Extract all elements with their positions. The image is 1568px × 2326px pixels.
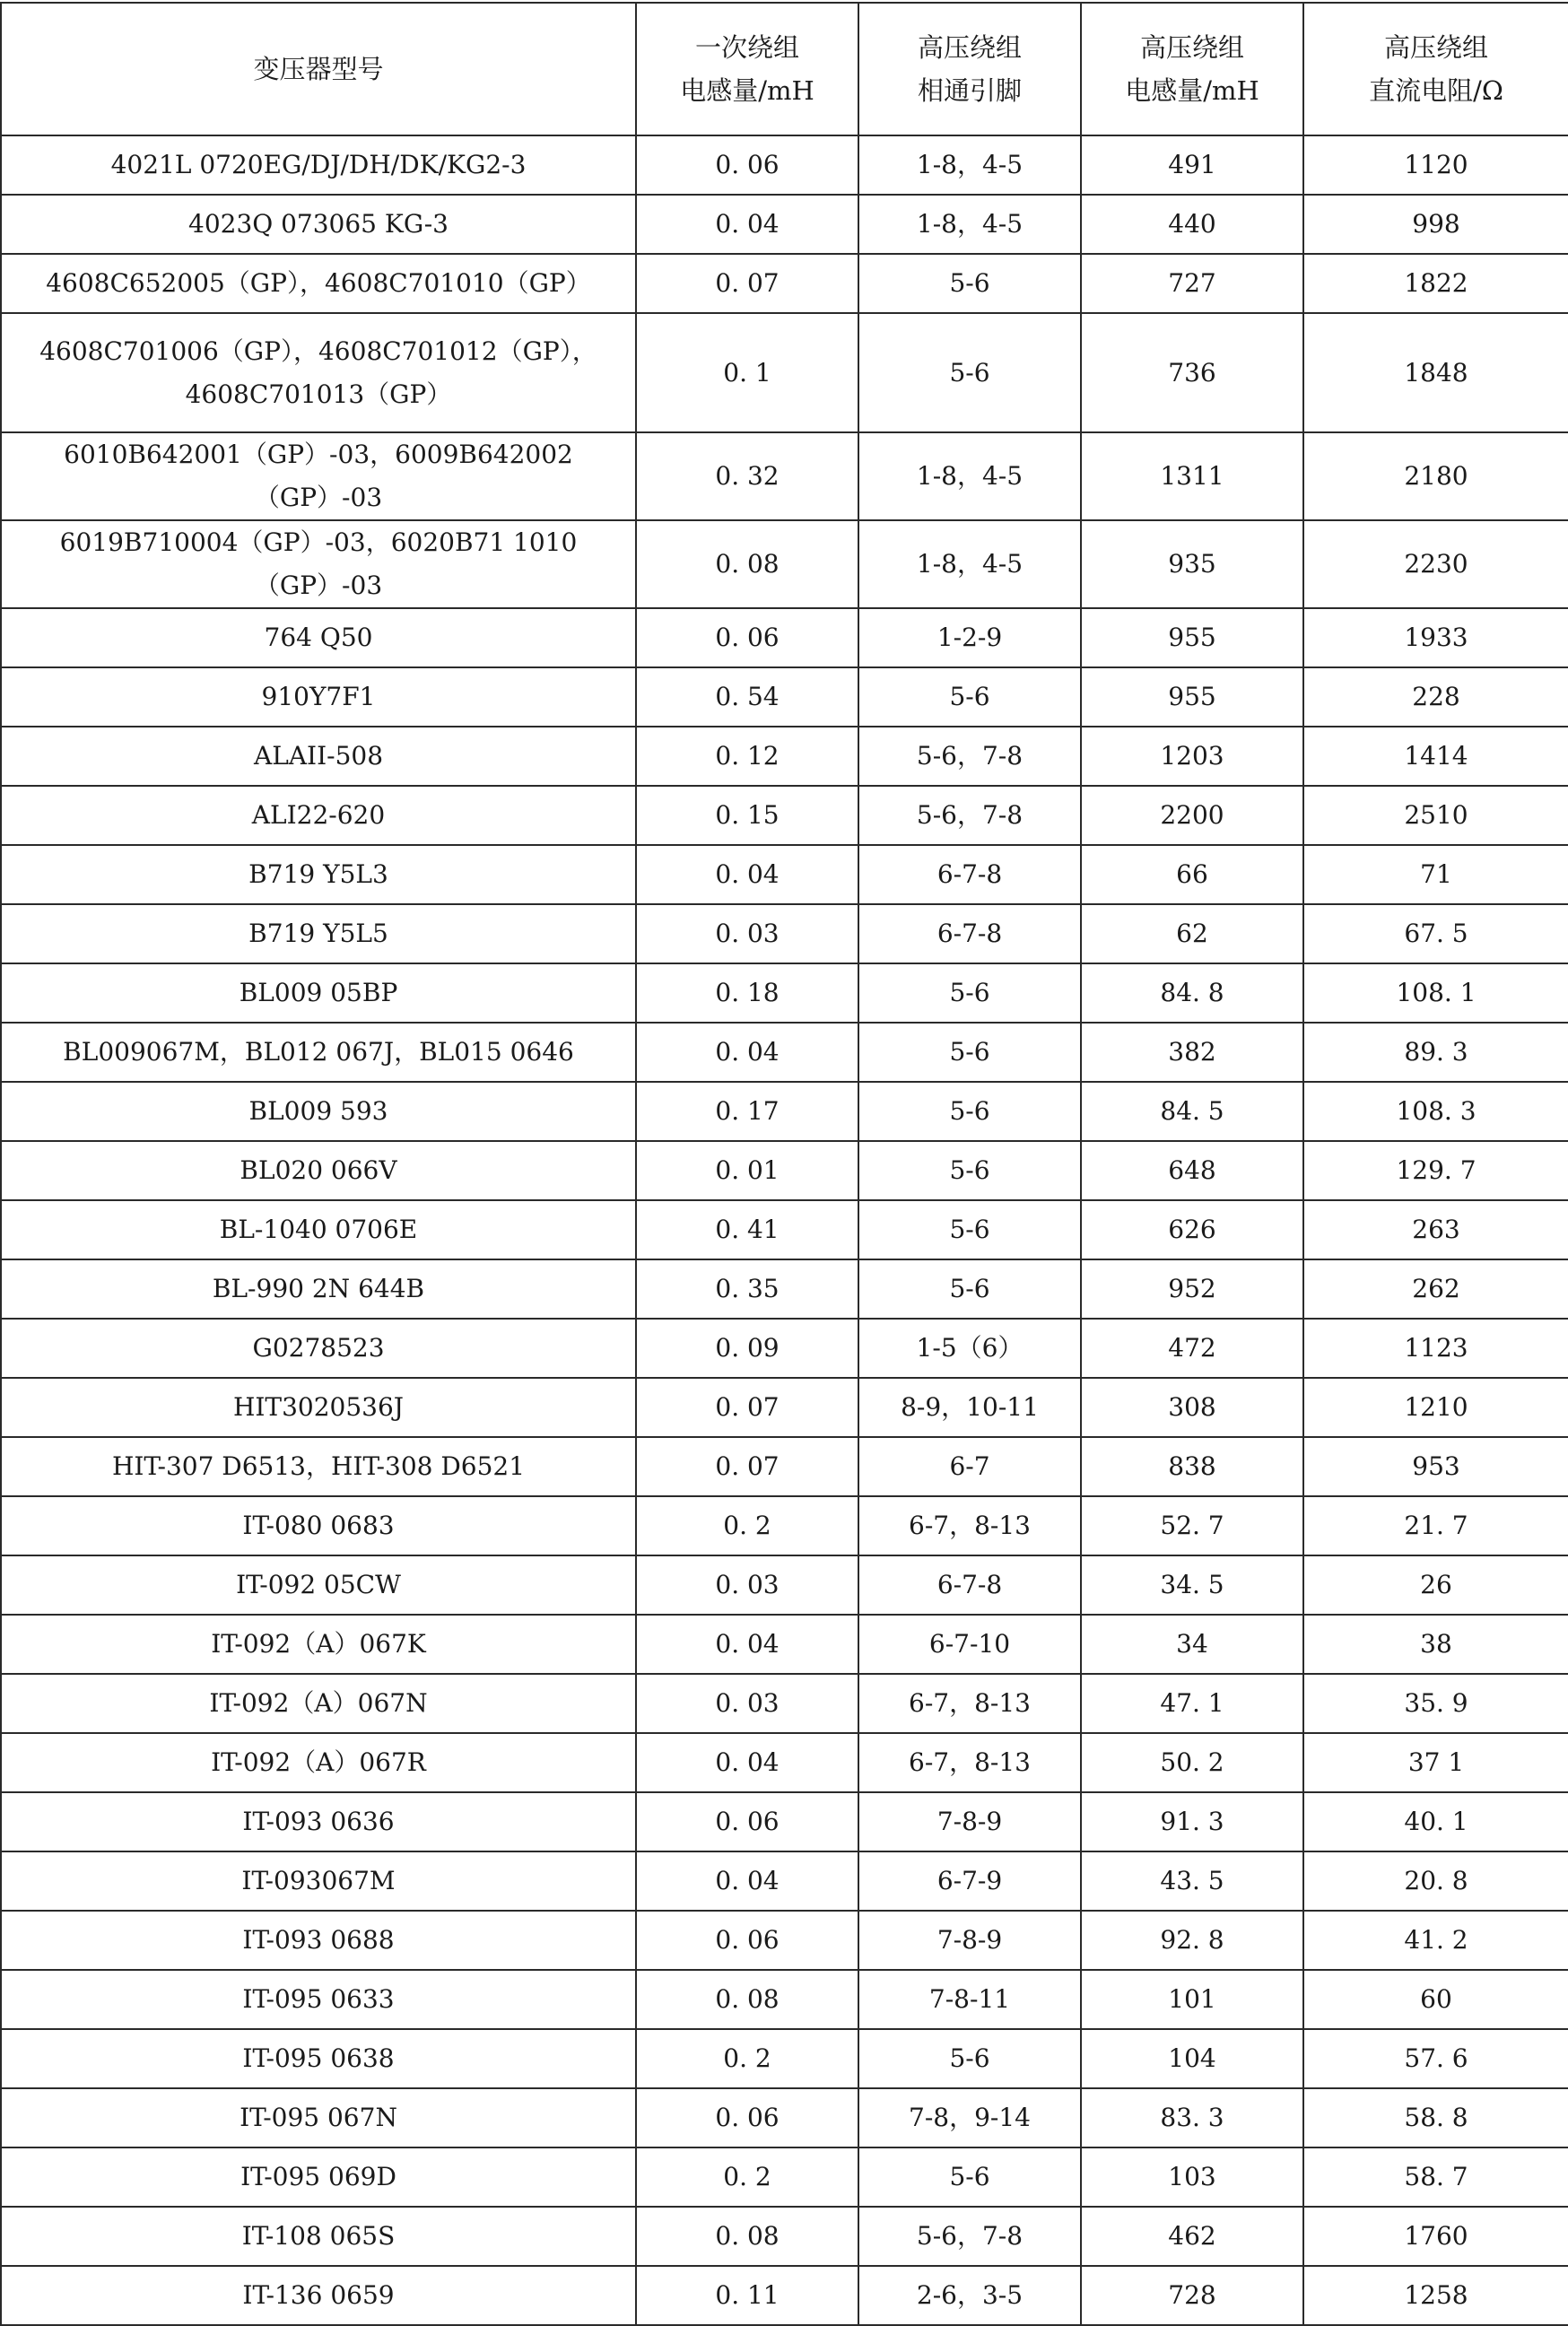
table-row <box>1 1319 1568 1378</box>
cell-model <box>1 1082 636 1141</box>
cell-hv-resistance: 21. 7 <box>1303 1496 1568 1555</box>
cell-model <box>1 1970 636 2029</box>
cell-hv-resistance: 38 <box>1303 1615 1568 1674</box>
cell-hv-resistance: 2510 <box>1303 786 1568 845</box>
cell-hv-pins: 5-6 <box>858 2147 1081 2207</box>
cell-hv-inductance: 104 <box>1081 2029 1303 2088</box>
cell-primary-inductance: 0. 12 <box>636 727 858 786</box>
cell-model <box>1 608 636 667</box>
cell-hv-resistance: 953 <box>1303 1437 1568 1496</box>
cell-hv-pins: 1-8，4-5 <box>858 432 1081 520</box>
model-line: IT-095 067N <box>240 2103 397 2132</box>
cell-hv-pins: 6-7-8 <box>858 845 1081 904</box>
model-line: 4608C701013（GP） <box>185 379 452 409</box>
cell-hv-pins: 5-6 <box>858 254 1081 313</box>
cell-hv-inductance: 1203 <box>1081 727 1303 786</box>
cell-hv-resistance: 1258 <box>1303 2266 1568 2325</box>
cell-hv-inductance: 52. 7 <box>1081 1496 1303 1555</box>
cell-hv-inductance: 440 <box>1081 195 1303 254</box>
cell-primary-inductance: 0. 54 <box>636 667 858 727</box>
table-row <box>1 313 1568 432</box>
cell-primary-inductance: 0. 04 <box>636 1615 858 1674</box>
cell-hv-pins: 5-6 <box>858 1141 1081 1200</box>
table-row <box>1 904 1568 963</box>
cell-hv-inductance: 101 <box>1081 1970 1303 2029</box>
cell-primary-inductance: 0. 09 <box>636 1319 858 1378</box>
cell-hv-resistance: 20. 8 <box>1303 1851 1568 1911</box>
cell-hv-resistance: 108. 1 <box>1303 963 1568 1023</box>
cell-hv-pins: 6-7，8-13 <box>858 1496 1081 1555</box>
header-hv-resistance: 高压绕组 直流电阻/Ω <box>1303 3 1568 135</box>
transformer-spec-table <box>0 2 1568 2326</box>
model-line: 6019B710004（GP）-03，6020B71 1010（GP）-03 <box>59 527 578 600</box>
cell-model <box>1 1200 636 1259</box>
cell-primary-inductance: 0. 03 <box>636 1555 858 1615</box>
model-line: B719 Y5L3 <box>248 859 388 889</box>
cell-hv-inductance: 83. 3 <box>1081 2088 1303 2147</box>
model-line: ALAII-508 <box>253 741 384 771</box>
cell-hv-resistance: 1414 <box>1303 727 1568 786</box>
table-row <box>1 1970 1568 2029</box>
cell-primary-inductance: 0. 04 <box>636 1851 858 1911</box>
table-row <box>1 1082 1568 1141</box>
cell-primary-inductance: 0. 15 <box>636 786 858 845</box>
cell-hv-pins: 6-7，8-13 <box>858 1674 1081 1733</box>
cell-hv-inductance: 91. 3 <box>1081 1792 1303 1851</box>
model-line: BL020 066V <box>240 1155 397 1185</box>
cell-hv-inductance: 935 <box>1081 520 1303 608</box>
cell-hv-pins: 6-7-8 <box>858 1555 1081 1615</box>
cell-model <box>1 254 636 313</box>
table-row <box>1 667 1568 727</box>
table-row <box>1 1674 1568 1733</box>
table-row <box>1 2147 1568 2207</box>
cell-hv-pins: 1-8，4-5 <box>858 520 1081 608</box>
cell-primary-inductance: 0. 2 <box>636 2029 858 2088</box>
cell-model <box>1 904 636 963</box>
cell-primary-inductance: 0. 06 <box>636 1792 858 1851</box>
cell-model <box>1 963 636 1023</box>
table-row <box>1 135 1568 195</box>
cell-hv-inductance: 43. 5 <box>1081 1851 1303 1911</box>
cell-primary-inductance: 0. 06 <box>636 2088 858 2147</box>
cell-model <box>1 1792 636 1851</box>
cell-hv-resistance: 1933 <box>1303 608 1568 667</box>
cell-primary-inductance: 0. 03 <box>636 904 858 963</box>
cell-hv-resistance: 89. 3 <box>1303 1023 1568 1082</box>
model-line: 910Y7F1 <box>261 682 376 711</box>
model-line: IT-095 069D <box>240 2162 396 2191</box>
cell-hv-resistance: 228 <box>1303 667 1568 727</box>
cell-hv-resistance: 108. 3 <box>1303 1082 1568 1141</box>
model-line: IT-080 0683 <box>242 1511 395 1540</box>
cell-hv-pins: 5-6 <box>858 313 1081 432</box>
header-hv-pins: 高压绕组 相通引脚 <box>858 3 1081 135</box>
cell-primary-inductance: 0. 06 <box>636 135 858 195</box>
cell-hv-pins: 6-7 <box>858 1437 1081 1496</box>
model-line: 4023Q 073065 KG-3 <box>188 209 449 239</box>
cell-primary-inductance: 0. 03 <box>636 1674 858 1733</box>
cell-model <box>1 1319 636 1378</box>
model-line: HIT-307 D6513，HIT-308 D6521 <box>111 1451 526 1481</box>
cell-model <box>1 1615 636 1674</box>
cell-hv-inductance: 103 <box>1081 2147 1303 2207</box>
table-row <box>1 1911 1568 1970</box>
cell-hv-pins: 6-7-10 <box>858 1615 1081 1674</box>
cell-model <box>1 1733 636 1792</box>
cell-primary-inductance: 0. 04 <box>636 1733 858 1792</box>
table-row <box>1 1023 1568 1082</box>
cell-primary-inductance: 0. 1 <box>636 313 858 432</box>
cell-primary-inductance: 0. 32 <box>636 432 858 520</box>
cell-hv-inductance: 736 <box>1081 313 1303 432</box>
table-row <box>1 786 1568 845</box>
cell-hv-resistance: 1120 <box>1303 135 1568 195</box>
model-line: BL009067M，BL012 067J，BL015 0646 <box>63 1037 574 1067</box>
cell-model <box>1 1555 636 1615</box>
cell-model <box>1 845 636 904</box>
model-line: IT-108 065S <box>241 2221 396 2251</box>
cell-hv-resistance: 262 <box>1303 1259 1568 1319</box>
cell-primary-inductance: 0. 08 <box>636 2207 858 2266</box>
cell-hv-inductance: 2200 <box>1081 786 1303 845</box>
cell-model <box>1 1437 636 1496</box>
cell-hv-resistance: 67. 5 <box>1303 904 1568 963</box>
table-row <box>1 432 1568 520</box>
model-line: IT-095 0638 <box>242 2043 395 2073</box>
cell-hv-pins: 7-8，9-14 <box>858 2088 1081 2147</box>
model-line: IT-093 0688 <box>242 1925 395 1955</box>
cell-primary-inductance: 0. 35 <box>636 1259 858 1319</box>
cell-hv-pins: 1-2-9 <box>858 608 1081 667</box>
cell-hv-resistance: 2180 <box>1303 432 1568 520</box>
table-row <box>1 254 1568 313</box>
cell-hv-resistance: 40. 1 <box>1303 1792 1568 1851</box>
cell-primary-inductance: 0. 04 <box>636 1023 858 1082</box>
cell-hv-inductance: 462 <box>1081 2207 1303 2266</box>
cell-hv-inductance: 50. 2 <box>1081 1733 1303 1792</box>
cell-primary-inductance: 0. 04 <box>636 195 858 254</box>
table-row <box>1 1733 1568 1792</box>
model-line: IT-095 0633 <box>242 1984 395 2014</box>
table-row <box>1 963 1568 1023</box>
cell-primary-inductance: 0. 04 <box>636 845 858 904</box>
table-row <box>1 1496 1568 1555</box>
cell-hv-resistance: 60 <box>1303 1970 1568 2029</box>
model-line: ALI22-620 <box>251 800 386 830</box>
cell-hv-resistance: 2230 <box>1303 520 1568 608</box>
model-line: 4608C701006（GP），4608C701012（GP）， <box>39 335 597 366</box>
cell-hv-pins: 5-6 <box>858 963 1081 1023</box>
cell-model <box>1 520 636 608</box>
cell-hv-pins: 2-6，3-5 <box>858 2266 1081 2325</box>
header-row <box>1 3 1568 135</box>
cell-hv-resistance: 1210 <box>1303 1378 1568 1437</box>
cell-primary-inductance: 0. 41 <box>636 1200 858 1259</box>
cell-hv-pins: 6-7-9 <box>858 1851 1081 1911</box>
cell-model <box>1 195 636 254</box>
cell-hv-inductance: 728 <box>1081 2266 1303 2325</box>
cell-primary-inductance: 0. 06 <box>636 608 858 667</box>
cell-hv-inductance: 84. 5 <box>1081 1082 1303 1141</box>
cell-hv-resistance: 57. 6 <box>1303 2029 1568 2088</box>
table-row <box>1 195 1568 254</box>
table-row <box>1 520 1568 608</box>
cell-model <box>1 2029 636 2088</box>
cell-hv-resistance: 71 <box>1303 845 1568 904</box>
cell-hv-resistance: 998 <box>1303 195 1568 254</box>
cell-model <box>1 1378 636 1437</box>
cell-hv-resistance: 37 1 <box>1303 1733 1568 1792</box>
model-line: 4021L 0720EG/DJ/DH/DK/KG2-3 <box>110 150 527 179</box>
cell-hv-resistance: 1822 <box>1303 254 1568 313</box>
cell-primary-inductance: 0. 07 <box>636 254 858 313</box>
table-row <box>1 1555 1568 1615</box>
table-row <box>1 1378 1568 1437</box>
cell-hv-resistance: 129. 7 <box>1303 1141 1568 1200</box>
cell-hv-pins: 1-8，4-5 <box>858 135 1081 195</box>
cell-hv-resistance: 26 <box>1303 1555 1568 1615</box>
table-row <box>1 1259 1568 1319</box>
cell-hv-inductance: 955 <box>1081 667 1303 727</box>
table-row <box>1 845 1568 904</box>
cell-hv-resistance: 1848 <box>1303 313 1568 432</box>
table-row <box>1 608 1568 667</box>
cell-hv-pins: 1-8，4-5 <box>858 195 1081 254</box>
table-row <box>1 727 1568 786</box>
cell-primary-inductance: 0. 08 <box>636 520 858 608</box>
model-line: B719 Y5L5 <box>248 919 388 948</box>
cell-hv-resistance: 58. 7 <box>1303 2147 1568 2207</box>
model-line: HIT3020536J <box>232 1392 405 1422</box>
cell-hv-pins: 5-6，7-8 <box>858 786 1081 845</box>
header-primary-inductance: 一次绕组 电感量/mH <box>636 3 858 135</box>
cell-primary-inductance: 0. 01 <box>636 1141 858 1200</box>
cell-model <box>1 1911 636 1970</box>
cell-hv-pins: 5-6 <box>858 1200 1081 1259</box>
cell-hv-resistance: 58. 8 <box>1303 2088 1568 2147</box>
cell-hv-inductance: 626 <box>1081 1200 1303 1259</box>
cell-model <box>1 727 636 786</box>
cell-model <box>1 786 636 845</box>
cell-primary-inductance: 0. 07 <box>636 1378 858 1437</box>
cell-hv-pins: 8-9，10-11 <box>858 1378 1081 1437</box>
model-line: 6010B642001（GP）-03，6009B642002（GP）-03 <box>64 440 573 512</box>
table-row <box>1 1792 1568 1851</box>
cell-hv-pins: 6-7-8 <box>858 904 1081 963</box>
cell-hv-inductance: 727 <box>1081 254 1303 313</box>
cell-primary-inductance: 0. 06 <box>636 1911 858 1970</box>
cell-hv-pins: 5-6，7-8 <box>858 727 1081 786</box>
cell-hv-pins: 5-6 <box>858 1259 1081 1319</box>
cell-model <box>1 432 636 520</box>
cell-hv-resistance: 1760 <box>1303 2207 1568 2266</box>
cell-primary-inductance: 0. 11 <box>636 2266 858 2325</box>
cell-hv-inductance: 92. 8 <box>1081 1911 1303 1970</box>
model-line: IT-093 0636 <box>242 1807 395 1836</box>
cell-hv-inductance: 491 <box>1081 135 1303 195</box>
cell-hv-inductance: 1311 <box>1081 432 1303 520</box>
header-hv-inductance: 高压绕组 电感量/mH <box>1081 3 1303 135</box>
cell-model <box>1 1259 636 1319</box>
cell-hv-inductance: 308 <box>1081 1378 1303 1437</box>
model-line: 764 Q50 <box>264 623 373 652</box>
table-row <box>1 1851 1568 1911</box>
cell-primary-inductance: 0. 07 <box>636 1437 858 1496</box>
cell-hv-resistance: 1123 <box>1303 1319 1568 1378</box>
table-row <box>1 1615 1568 1674</box>
cell-model <box>1 1496 636 1555</box>
cell-model <box>1 135 636 195</box>
table-body <box>1 135 1568 2325</box>
cell-primary-inductance: 0. 2 <box>636 2147 858 2207</box>
table-row <box>1 2029 1568 2088</box>
table-row <box>1 2207 1568 2266</box>
cell-hv-pins: 6-7，8-13 <box>858 1733 1081 1792</box>
cell-hv-pins: 5-6 <box>858 1082 1081 1141</box>
cell-hv-pins: 7-8-11 <box>858 1970 1081 2029</box>
cell-hv-inductance: 66 <box>1081 845 1303 904</box>
cell-hv-pins: 5-6 <box>858 2029 1081 2088</box>
cell-hv-inductance: 838 <box>1081 1437 1303 1496</box>
cell-hv-pins: 7-8-9 <box>858 1792 1081 1851</box>
cell-hv-resistance: 41. 2 <box>1303 1911 1568 1970</box>
cell-hv-inductance: 382 <box>1081 1023 1303 1082</box>
cell-model <box>1 1674 636 1733</box>
model-line: BL009 593 <box>248 1096 388 1126</box>
table-row <box>1 1437 1568 1496</box>
cell-model <box>1 1023 636 1082</box>
model-line: BL-990 2N 644B <box>212 1274 425 1303</box>
cell-model <box>1 313 636 432</box>
cell-hv-pins: 5-6，7-8 <box>858 2207 1081 2266</box>
model-line: BL-1040 0706E <box>219 1215 418 1244</box>
model-line: IT-092 05CW <box>236 1570 401 1599</box>
cell-hv-inductance: 34 <box>1081 1615 1303 1674</box>
cell-hv-inductance: 47. 1 <box>1081 1674 1303 1733</box>
cell-hv-pins: 5-6 <box>858 667 1081 727</box>
cell-hv-resistance: 263 <box>1303 1200 1568 1259</box>
model-line: G0278523 <box>252 1333 385 1363</box>
cell-hv-pins: 7-8-9 <box>858 1911 1081 1970</box>
cell-model <box>1 2207 636 2266</box>
model-line: IT-092（A）067N <box>209 1688 428 1718</box>
cell-model <box>1 2147 636 2207</box>
cell-hv-resistance: 35. 9 <box>1303 1674 1568 1733</box>
model-line: IT-093067M <box>241 1866 396 1895</box>
model-line: 4608C652005（GP），4608C701010（GP） <box>46 268 591 298</box>
table-row <box>1 2088 1568 2147</box>
model-line: IT-092（A）067K <box>211 1629 426 1659</box>
cell-hv-pins: 5-6 <box>858 1023 1081 1082</box>
cell-hv-inductance: 62 <box>1081 904 1303 963</box>
cell-model <box>1 1141 636 1200</box>
cell-primary-inductance: 0. 08 <box>636 1970 858 2029</box>
cell-hv-inductance: 34. 5 <box>1081 1555 1303 1615</box>
table-row <box>1 1200 1568 1259</box>
cell-primary-inductance: 0. 18 <box>636 963 858 1023</box>
table-row <box>1 1141 1568 1200</box>
cell-primary-inductance: 0. 2 <box>636 1496 858 1555</box>
cell-model <box>1 667 636 727</box>
model-line: IT-092（A）067R <box>211 1747 426 1777</box>
cell-hv-inductance: 955 <box>1081 608 1303 667</box>
cell-model <box>1 1851 636 1911</box>
cell-hv-inductance: 952 <box>1081 1259 1303 1319</box>
cell-hv-inductance: 84. 8 <box>1081 963 1303 1023</box>
cell-primary-inductance: 0. 17 <box>636 1082 858 1141</box>
header-model: 变压器型号 <box>1 3 636 135</box>
model-line: IT-136 0659 <box>242 2280 395 2310</box>
cell-model <box>1 2088 636 2147</box>
cell-hv-pins: 1-5（6） <box>858 1319 1081 1378</box>
cell-hv-inductance: 648 <box>1081 1141 1303 1200</box>
model-line: BL009 05BP <box>239 978 398 1007</box>
cell-hv-inductance: 472 <box>1081 1319 1303 1378</box>
